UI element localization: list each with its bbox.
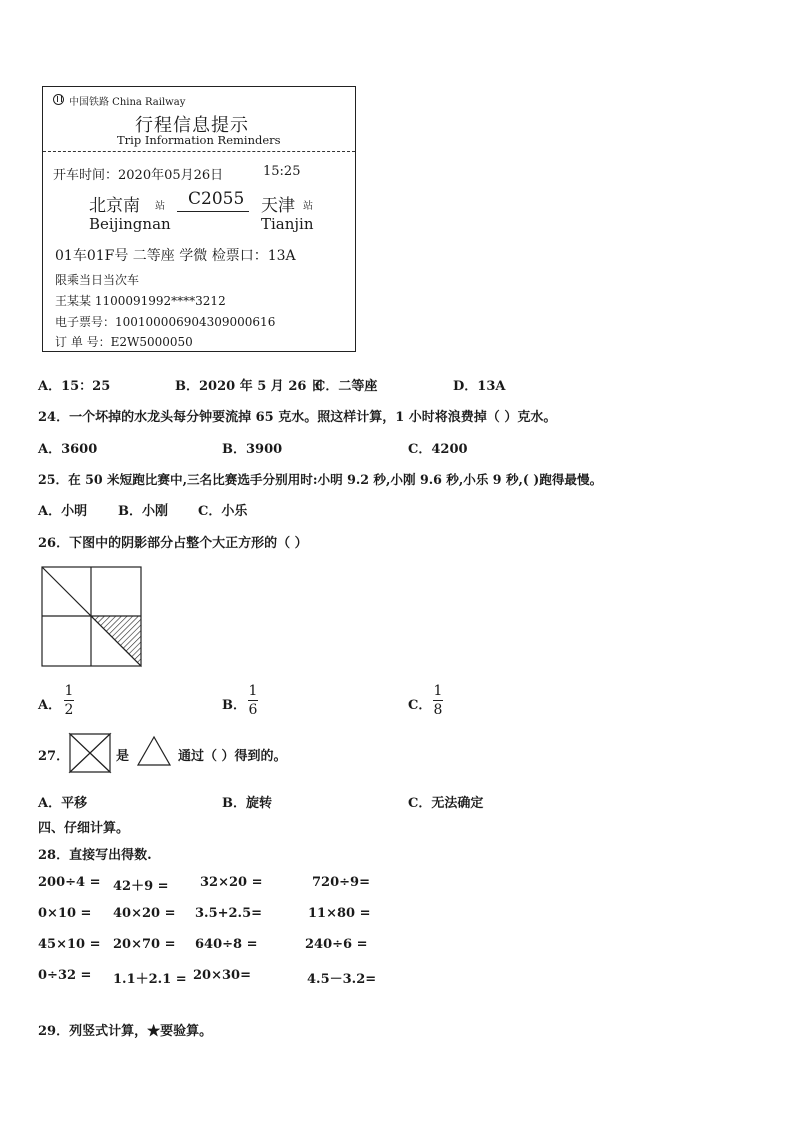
ticket-to-suffix: 站 bbox=[303, 201, 313, 212]
triangle-figure bbox=[136, 735, 172, 767]
q27-number: 27． bbox=[38, 749, 70, 764]
q25-option-b: B．小刚 bbox=[118, 504, 168, 519]
shaded-square-figure bbox=[41, 566, 143, 668]
fraction-numerator: 1 bbox=[64, 683, 74, 699]
q27-option-c: C．无法确定 bbox=[408, 796, 484, 811]
q27-option-a: A．平移 bbox=[38, 796, 88, 811]
ticket-to-en: Tianjin bbox=[261, 215, 314, 233]
train-number-underline bbox=[177, 211, 249, 212]
q26-option-c-label: C． bbox=[408, 698, 432, 713]
ticket-dashed-divider bbox=[43, 151, 355, 152]
q26-option-b-fraction bbox=[248, 683, 258, 718]
q28-question: 28．直接写出得数. bbox=[38, 848, 152, 863]
ticket-brand: 中国铁路 China Railway bbox=[69, 97, 186, 108]
calc-r2-c3: 3.5+2.5= bbox=[195, 906, 263, 921]
china-railway-logo-icon bbox=[53, 94, 64, 105]
calc-r4-c4: 4.5－3.2= bbox=[307, 972, 377, 987]
ticket-from-cn: 北京南 bbox=[89, 196, 140, 216]
calc-r1-c1: 200÷4 = bbox=[38, 875, 101, 890]
q27-tail-text: 通过（ ）得到的。 bbox=[178, 749, 287, 764]
q23-option-d: D．13A bbox=[453, 379, 506, 394]
ticket-from-en: Beijingnan bbox=[89, 215, 171, 233]
fraction-denominator: 8 bbox=[433, 702, 443, 718]
ticket-seat-line: 01车01F号 二等座 学微 检票口：13A bbox=[55, 248, 296, 264]
q26-option-a-fraction bbox=[64, 683, 74, 718]
calc-r1-c2: 42＋9 = bbox=[113, 879, 169, 894]
q26-question: 26．下图中的阴影部分占整个大正方形的（ ） bbox=[38, 536, 308, 551]
fraction-denominator: 2 bbox=[64, 702, 74, 718]
q25-option-a: A．小明 bbox=[38, 504, 88, 519]
q26-option-c-fraction bbox=[433, 683, 443, 718]
section-four-heading: 四、仔细计算。 bbox=[38, 821, 130, 836]
q23-option-b: B．2020 年 5 月 26 日 bbox=[175, 379, 324, 394]
q27-mid-text: 是 bbox=[116, 749, 130, 764]
fraction-numerator: 1 bbox=[248, 683, 258, 699]
fraction-denominator: 6 bbox=[248, 702, 258, 718]
q24-option-b: B．3900 bbox=[222, 442, 283, 457]
ticket-train-number: C2055 bbox=[188, 189, 245, 209]
q24-question: 24．一个坏掉的水龙头每分钟要流掉 65 克水。照这样计算，1 小时将浪费掉（ ）克水。 bbox=[38, 410, 557, 425]
ticket-eticket-number: 电子票号：10010000690430900061​6 bbox=[55, 315, 276, 329]
ticket-depart-time: 15:25 bbox=[263, 164, 301, 179]
calc-r2-c4: 11×80 = bbox=[308, 906, 371, 921]
calc-r3-c3: 640÷8 = bbox=[195, 937, 258, 952]
ticket-from-suffix: 站 bbox=[155, 201, 165, 212]
calc-r4-c3: 20×30= bbox=[193, 968, 251, 983]
q25-option-c: C．小乐 bbox=[198, 504, 248, 519]
fraction-numerator: 1 bbox=[433, 683, 443, 699]
ticket-to-cn: 天津 bbox=[261, 196, 295, 216]
q24-option-c: C．4200 bbox=[408, 442, 468, 457]
q27-option-b: B．旋转 bbox=[222, 796, 272, 811]
ticket-depart-date: 开车时间：2020年05月26日 bbox=[53, 168, 224, 183]
pinwheel-figure bbox=[68, 732, 112, 774]
ticket-order-number: 订 单 号：E2W5000050 bbox=[55, 335, 193, 349]
ticket-title-cn: 行程信息提示 bbox=[135, 115, 249, 136]
calc-r3-c4: 240÷6 = bbox=[305, 937, 368, 952]
calc-r2-c2: 40×20 = bbox=[113, 906, 176, 921]
calc-r4-c2: 1.1＋2.1 = bbox=[113, 972, 187, 987]
ticket-limit-line: 限乘当日当次车 bbox=[55, 273, 140, 287]
calc-r2-c1: 0×10 = bbox=[38, 906, 92, 921]
q29-question: 29．列竖式计算，★要验算。 bbox=[38, 1024, 213, 1039]
q26-option-a-label: A． bbox=[38, 698, 62, 713]
train-ticket-figure bbox=[42, 86, 356, 352]
calc-r1-c3: 32×20 = bbox=[200, 875, 263, 890]
q26-option-b-label: B． bbox=[222, 698, 246, 713]
ticket-passenger: 王某某 1100091992****3212 bbox=[55, 294, 226, 308]
q23-option-c: C．二等座 bbox=[315, 379, 378, 394]
ticket-title-en: Trip Information Reminders bbox=[117, 133, 281, 147]
q24-option-a: A．3600 bbox=[38, 442, 98, 457]
q25-question: 25．在 50 米短跑比赛中,三名比赛选手分别用时:小明 9.2 秒,小刚 9.6 秒,小乐 9 秒,( )跑得最慢。 bbox=[38, 472, 603, 487]
calc-r4-c1: 0÷32 = bbox=[38, 968, 92, 983]
q23-option-a: A．15：25 bbox=[38, 379, 111, 394]
calc-r3-c2: 20×70 = bbox=[113, 937, 176, 952]
calc-r3-c1: 45×10 = bbox=[38, 937, 101, 952]
calc-r1-c4: 720÷9= bbox=[312, 875, 370, 890]
